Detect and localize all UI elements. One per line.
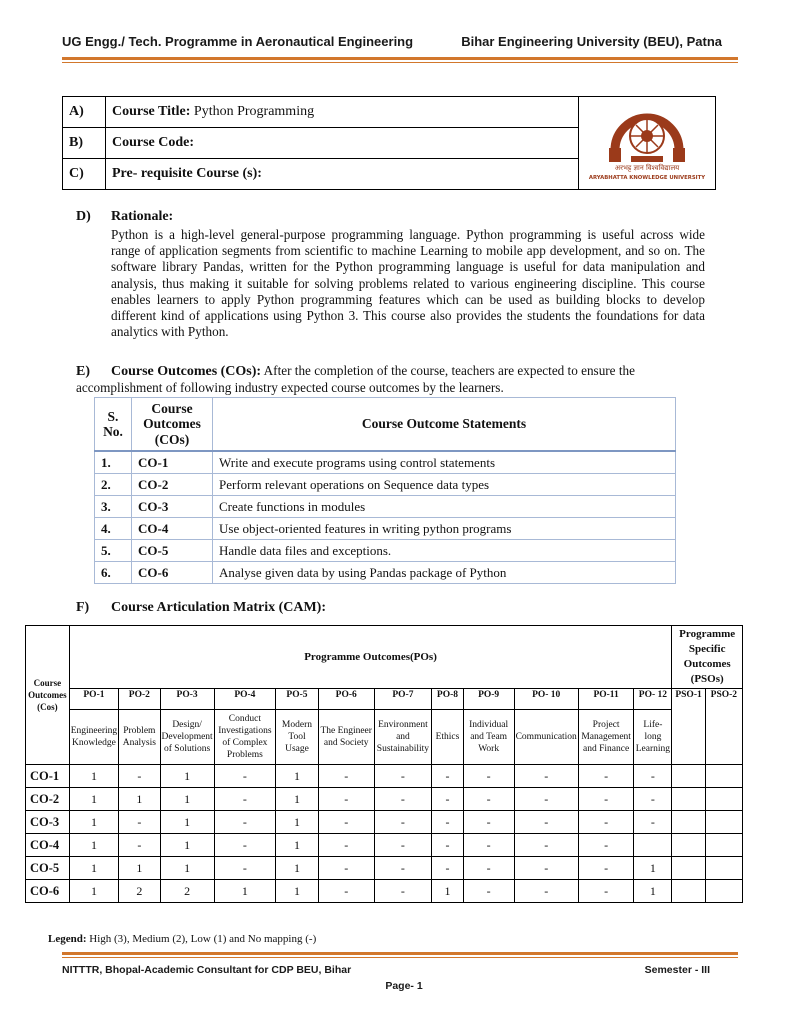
cam-col-code: PSO-1	[672, 689, 705, 765]
prereq-cell	[106, 159, 579, 190]
cam-value: -	[214, 788, 275, 811]
cam-value	[705, 811, 742, 834]
cam-value	[672, 857, 705, 880]
cam-value: -	[634, 788, 672, 811]
cam-col-desc: Engineering Knowledge	[69, 710, 118, 765]
header-rule-thin	[62, 62, 738, 63]
co-statement: Perform relevant operations on Sequence data types	[213, 474, 676, 496]
cam-value: -	[463, 880, 514, 903]
cam-value: -	[214, 834, 275, 857]
section-title: Course Outcomes (COs):	[111, 364, 262, 379]
cam-value: -	[514, 880, 578, 903]
cam-value: 1	[69, 811, 118, 834]
cam-row-co: CO-3	[26, 811, 70, 834]
legend-label: Legend:	[48, 933, 87, 945]
cam-value: -	[318, 765, 374, 788]
co-statement: Use object-oriented features in writing python programs	[213, 518, 676, 540]
cam-row-co: CO-1	[26, 765, 70, 788]
cam-value: -	[463, 811, 514, 834]
cam-value: 1	[634, 857, 672, 880]
cam-col-code: PO-11	[578, 689, 634, 710]
cam-col-code: PO- 10	[514, 689, 578, 710]
logo-cell	[579, 97, 716, 190]
cam-col-code: PSO-2	[705, 689, 742, 765]
course-outcomes-heading	[76, 363, 686, 397]
cam-value	[705, 857, 742, 880]
section-intro: After the completion of the course, teachers are expected to ensure the accomplishment of following industry expected course outcomes by the learners.	[76, 363, 635, 395]
cam-value: -	[318, 834, 374, 857]
cam-value: -	[463, 857, 514, 880]
cam-value: 1	[214, 880, 275, 903]
legend-text: High (3), Medium (2), Low (1) and No mapping (-)	[86, 933, 317, 945]
cam-col-code: PO-4	[214, 689, 275, 710]
cam-value: -	[578, 834, 634, 857]
cam-col-code: PO-2	[119, 689, 160, 710]
footer-rule	[62, 952, 738, 955]
cam-col-desc: Individual and Team Work	[463, 710, 514, 765]
cam-value	[705, 788, 742, 811]
footer-rule-thin	[62, 957, 738, 958]
co-serial: 3.	[95, 496, 132, 518]
course-title-value: Python Programming	[190, 104, 315, 119]
row-letter: A)	[63, 97, 106, 128]
cam-group-row	[26, 626, 743, 689]
cam-value: -	[432, 788, 463, 811]
co-serial: 2.	[95, 474, 132, 496]
legend	[48, 933, 316, 945]
section-letter: E)	[76, 364, 90, 379]
cam-col-desc: Design/ Development of Solutions	[160, 710, 214, 765]
cam-col-desc: Communication	[514, 710, 578, 765]
cam-value: -	[318, 857, 374, 880]
row-letter: B)	[63, 128, 106, 159]
header-right: Bihar Engineering University (BEU), Patna	[461, 34, 722, 49]
cam-value: 1	[69, 857, 118, 880]
cam-value: 1	[160, 857, 214, 880]
cam-value: 1	[69, 880, 118, 903]
cam-value	[672, 880, 705, 903]
cam-row-co: CO-4	[26, 834, 70, 857]
cam-value: 1	[276, 857, 319, 880]
cam-row-co: CO-6	[26, 880, 70, 903]
cam-row	[26, 788, 743, 811]
co-id: CO-5	[132, 540, 213, 562]
header-left: UG Engg./ Tech. Programme in Aeronautical Engineering	[62, 34, 414, 49]
cam-value: -	[578, 788, 634, 811]
cam-value: -	[119, 765, 160, 788]
row-letter: C)	[63, 159, 106, 190]
cam-col-code: PO-6	[318, 689, 374, 710]
cam-value: 1	[160, 788, 214, 811]
cam-value: 2	[160, 880, 214, 903]
section-title: Rationale:	[111, 209, 174, 224]
cam-row	[26, 857, 743, 880]
course-code-cell	[106, 128, 579, 159]
cam-value: -	[318, 811, 374, 834]
cam-value: -	[374, 788, 432, 811]
cam-col-desc: Problem Analysis	[119, 710, 160, 765]
cam-col-desc: Life-long Learning	[634, 710, 672, 765]
section-letter: D)	[76, 209, 91, 224]
cam-value: -	[514, 788, 578, 811]
cam-row	[26, 765, 743, 788]
cam-col-code: PO- 12	[634, 689, 672, 710]
cam-row-co: CO-5	[26, 857, 70, 880]
cam-col-desc: Environment and Sustainability	[374, 710, 432, 765]
cam-row	[26, 880, 743, 903]
course-outcomes-table	[94, 397, 676, 584]
cam-value: 1	[276, 788, 319, 811]
cam-col-desc: The Engineer and Society	[318, 710, 374, 765]
co-statement: Analyse given data by using Pandas package of Python	[213, 562, 676, 584]
co-serial: 6.	[95, 562, 132, 584]
cam-value: -	[374, 811, 432, 834]
cam-row	[26, 811, 743, 834]
course-title-row	[63, 97, 716, 128]
co-serial: 4.	[95, 518, 132, 540]
cam-value: 1	[276, 765, 319, 788]
cam-value: -	[514, 834, 578, 857]
cam-value	[672, 834, 705, 857]
cam-value: 1	[119, 788, 160, 811]
cam-value: -	[463, 834, 514, 857]
section-title: Course Articulation Matrix (CAM):	[111, 600, 327, 615]
cam-value: -	[514, 765, 578, 788]
cam-value: -	[514, 811, 578, 834]
cam-col-code: PO-3	[160, 689, 214, 710]
co-statement: Handle data files and exceptions.	[213, 540, 676, 562]
cam-col-desc: Modern Tool Usage	[276, 710, 319, 765]
cam-value	[634, 834, 672, 857]
cam-value: 1	[276, 880, 319, 903]
po-group-header: Programme Outcomes(POs)	[69, 626, 672, 689]
cam-value	[672, 765, 705, 788]
co-id: CO-4	[132, 518, 213, 540]
co-row	[95, 540, 676, 562]
cam-row-co: CO-2	[26, 788, 70, 811]
cam-value	[672, 788, 705, 811]
cam-col-code: PO-9	[463, 689, 514, 710]
cam-value: -	[634, 811, 672, 834]
cam-value: 1	[276, 811, 319, 834]
cam-value: 1	[69, 834, 118, 857]
cam-value: -	[432, 811, 463, 834]
cam-value	[705, 880, 742, 903]
prereq-label: Pre- requisite Course (s):	[112, 166, 262, 181]
cam-heading	[76, 600, 326, 616]
section-letter: F)	[76, 600, 90, 615]
cam-col-code: PO-1	[69, 689, 118, 710]
rationale-text: Python is a high-level general-purpose programming language. Python programming is useful across wide range of application segments from scientific to machine Learning to mobile app development, and so on. The software library Pandas, written for the Python programming language is useful for data manipulation and analysis, thus making it suitable for solving problems related to various engineering discipline. This course enables learners to apply Python programming features which can be used as building blocks to develop different kind of applications using Python 3. This course also provides the students the foundations for data analytics with Python.	[111, 227, 705, 340]
cam-value: -	[432, 857, 463, 880]
course-articulation-matrix	[25, 625, 743, 903]
cam-value: -	[374, 834, 432, 857]
cam-col-desc: Ethics	[432, 710, 463, 765]
footer-right: Semester - III	[644, 964, 710, 976]
university-seal-icon	[588, 98, 706, 184]
co-id: CO-3	[132, 496, 213, 518]
svg-text:ARYABHATTA KNOWLEDGE UNIVERSIT: ARYABHATTA KNOWLEDGE UNIVERSITY	[588, 174, 706, 181]
column-header: S. No.	[95, 398, 132, 452]
pso-group-header: Programme Specific Outcomes (PSOs)	[672, 626, 743, 689]
cam-value: -	[578, 765, 634, 788]
cam-value: -	[578, 811, 634, 834]
co-id: CO-1	[132, 451, 213, 474]
header-rule	[62, 57, 738, 60]
page-number: Page- 1	[385, 980, 423, 992]
co-row	[95, 562, 676, 584]
course-title-cell	[106, 97, 579, 128]
cam-value: 2	[119, 880, 160, 903]
co-serial: 5.	[95, 540, 132, 562]
cam-row	[26, 834, 743, 857]
footer-left: NITTTR, Bhopal-Academic Consultant for CDP BEU, Bihar	[62, 964, 352, 976]
cam-value: -	[432, 765, 463, 788]
course-code-label: Course Code:	[112, 135, 195, 150]
cam-value	[672, 811, 705, 834]
co-statement: Create functions in modules	[213, 496, 676, 518]
cam-value: -	[214, 857, 275, 880]
column-header: Course Outcome Statements	[213, 398, 676, 452]
cam-value: -	[119, 811, 160, 834]
cam-desc-row	[26, 710, 743, 765]
co-statement: Write and execute programs using control statements	[213, 451, 676, 474]
cam-col-desc: Project Management and Finance	[578, 710, 634, 765]
cam-value: 1	[432, 880, 463, 903]
cam-code-row	[26, 689, 743, 710]
cam-value: 1	[634, 880, 672, 903]
table-header-row	[95, 398, 676, 452]
cam-corner-header: Course Outcomes (Cos)	[26, 626, 70, 765]
cam-value: -	[119, 834, 160, 857]
cam-col-desc: Conduct Investigations of Complex Problems	[214, 710, 275, 765]
cam-value	[705, 834, 742, 857]
cam-col-code: PO-5	[276, 689, 319, 710]
cam-value: -	[432, 834, 463, 857]
cam-value: -	[463, 788, 514, 811]
cam-value: 1	[276, 834, 319, 857]
cam-col-code: PO-7	[374, 689, 432, 710]
rationale-heading	[76, 209, 173, 225]
cam-value: 1	[119, 857, 160, 880]
course-title-label: Course Title:	[112, 104, 191, 119]
cam-value: -	[634, 765, 672, 788]
co-row	[95, 518, 676, 540]
co-row	[95, 496, 676, 518]
cam-value: 1	[69, 765, 118, 788]
cam-value: -	[214, 811, 275, 834]
cam-value: -	[463, 765, 514, 788]
course-info-table	[62, 96, 716, 190]
co-id: CO-6	[132, 562, 213, 584]
cam-value: -	[374, 765, 432, 788]
cam-value: 1	[160, 765, 214, 788]
co-id: CO-2	[132, 474, 213, 496]
co-row	[95, 474, 676, 496]
cam-value: 1	[69, 788, 118, 811]
svg-text:अरभट्ट ज्ञान विश्वविद्यालय: अरभट्ट ज्ञान विश्वविद्यालय	[614, 163, 680, 172]
cam-value: -	[578, 880, 634, 903]
cam-value: -	[318, 880, 374, 903]
cam-value: -	[214, 765, 275, 788]
co-row	[95, 451, 676, 474]
cam-value	[705, 765, 742, 788]
cam-value: -	[374, 857, 432, 880]
cam-value: -	[318, 788, 374, 811]
cam-value: 1	[160, 834, 214, 857]
co-serial: 1.	[95, 451, 132, 474]
cam-value: -	[578, 857, 634, 880]
cam-col-code: PO-8	[432, 689, 463, 710]
cam-value: 1	[160, 811, 214, 834]
column-header: Course Outcomes (COs)	[132, 398, 213, 452]
cam-value: -	[374, 880, 432, 903]
cam-value: -	[514, 857, 578, 880]
